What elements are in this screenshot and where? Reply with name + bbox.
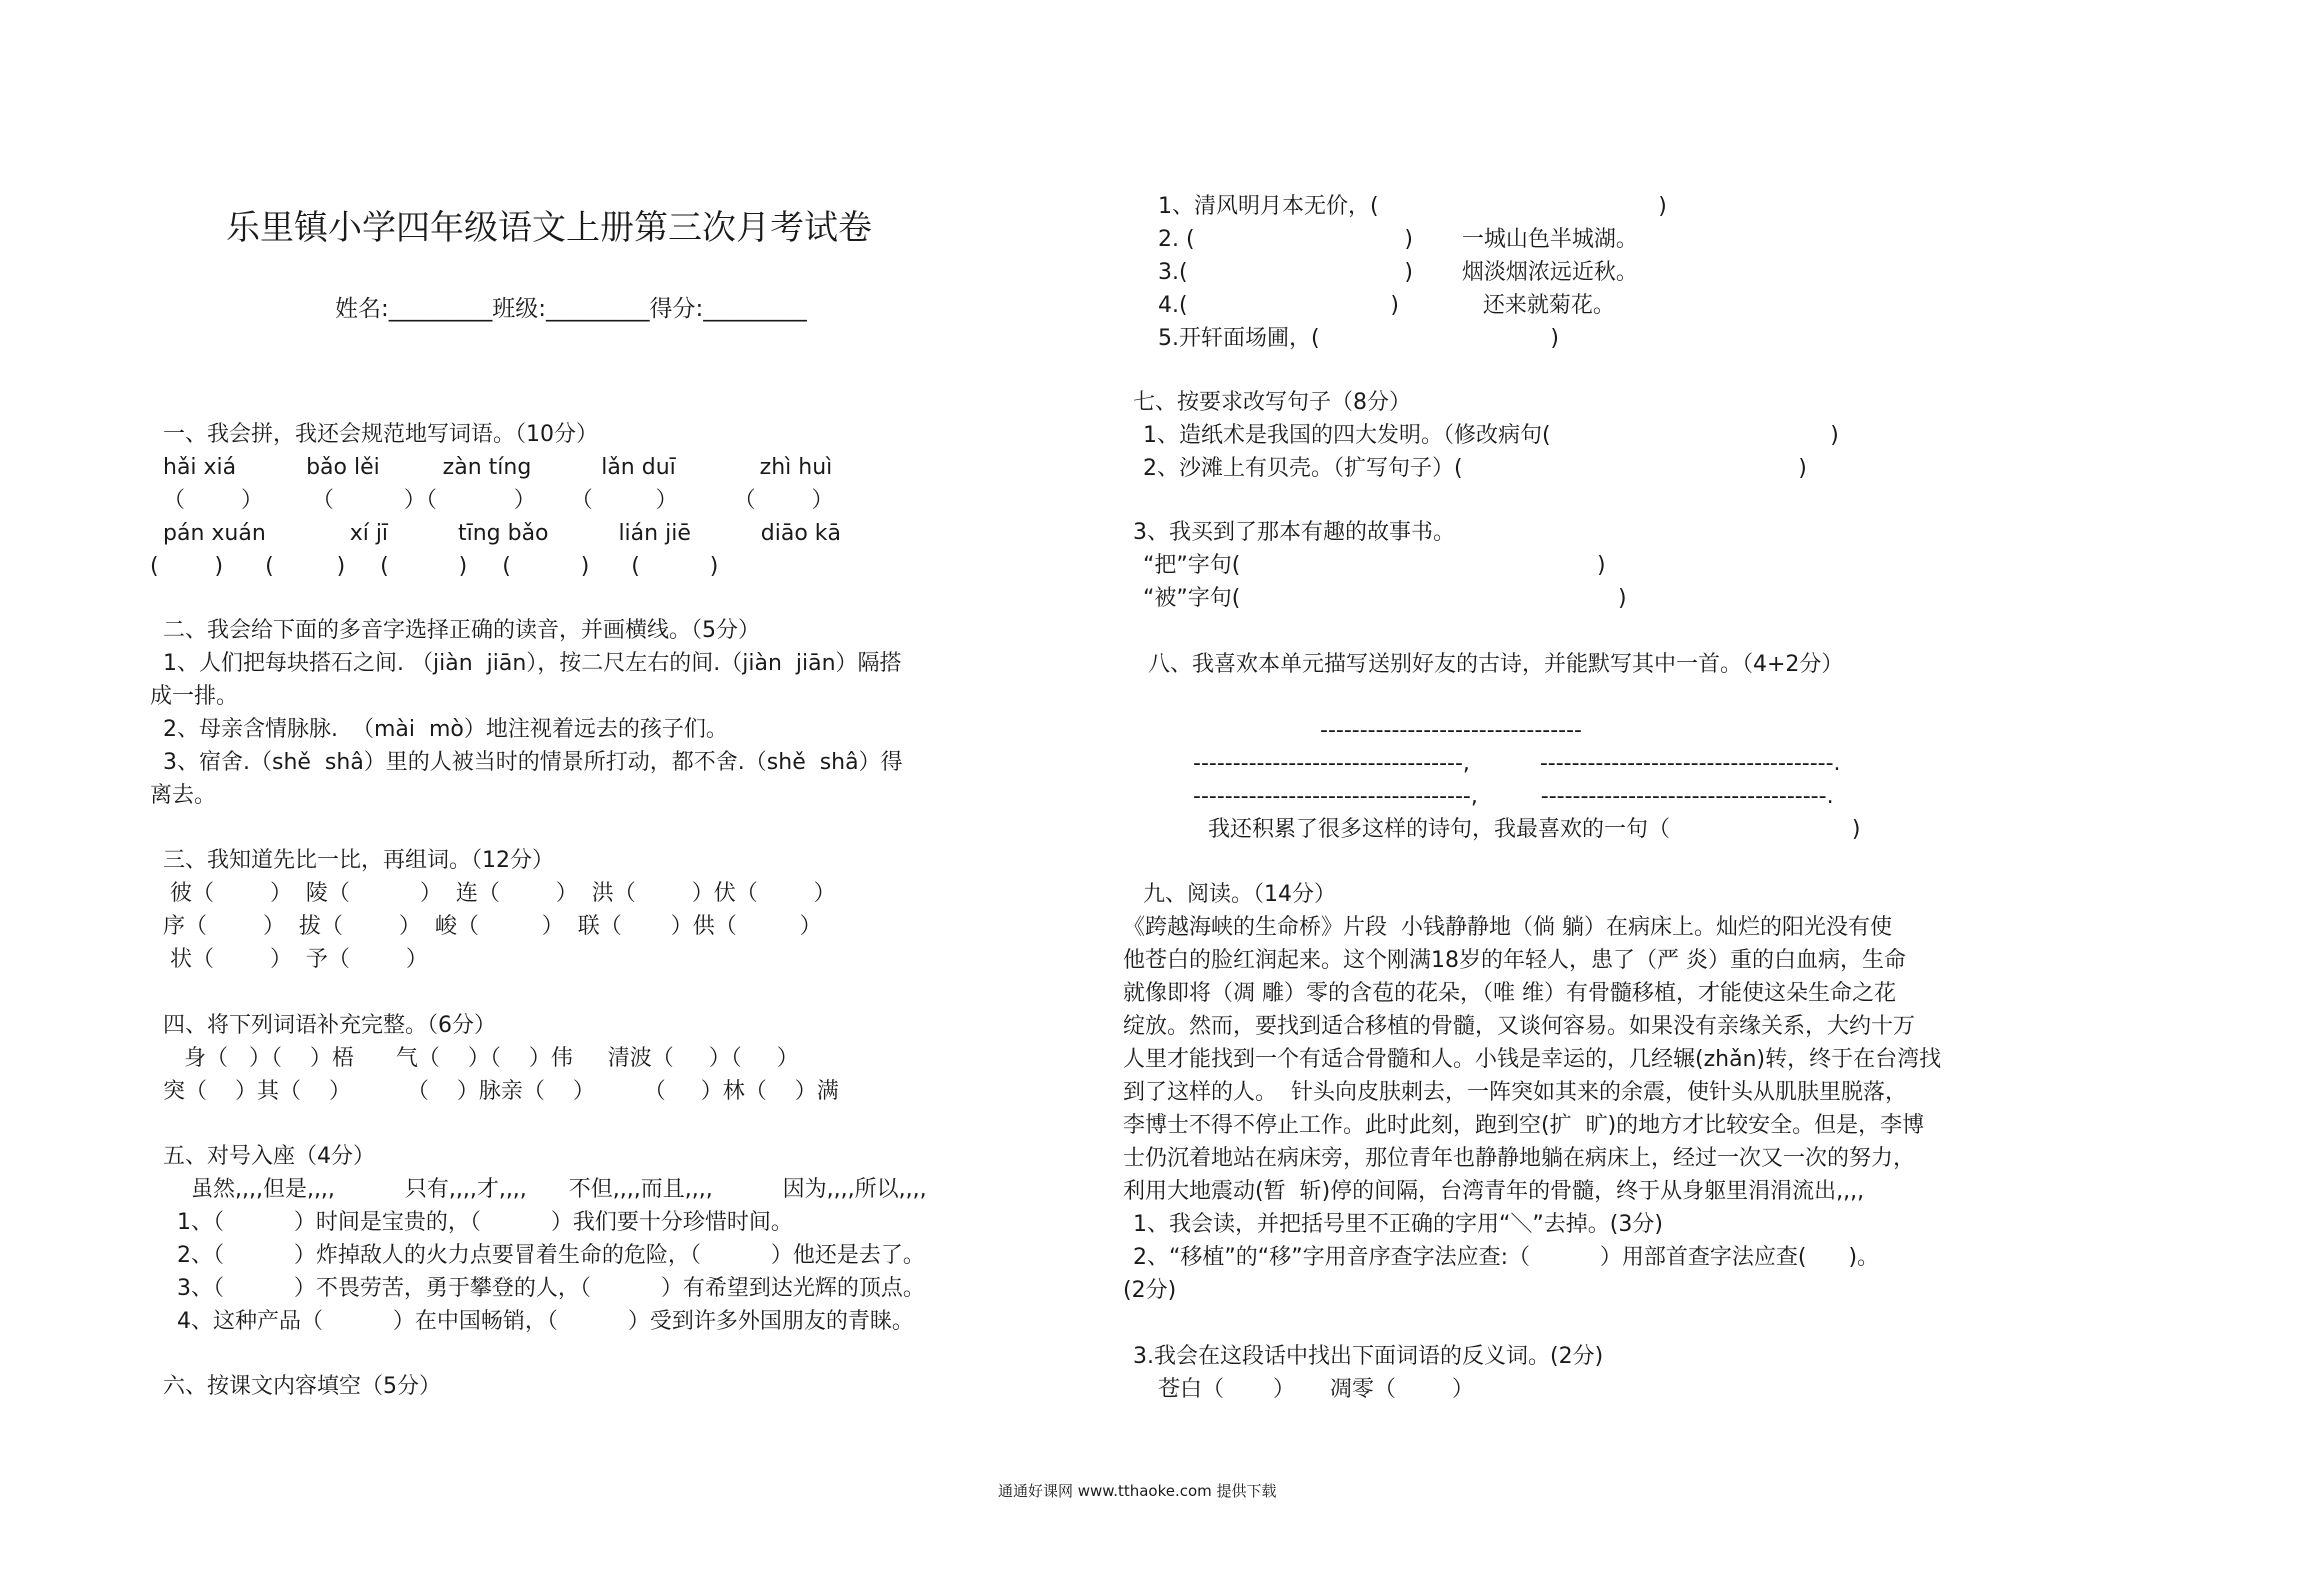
- section-4-heading: 四、将下列词语补充完整。（6分）: [163, 1013, 496, 1038]
- section-2-q2: 2、母亲含情脉脉. （mài mò）地注视着远去的孩子们。: [163, 717, 728, 742]
- section-5-q2: 2、（ ）炸掉敌人的火力点要冒着生命的危险，（ ）他还是去了。: [163, 1243, 925, 1268]
- section-7-heading: 七、按要求改写句子（8分）: [1133, 390, 1411, 415]
- section-2-q3: 3、宿舍.（shě shâ）里的人被当时的情景所打动，都不舍.（shě shâ）得: [163, 750, 903, 775]
- reading-passage-5: 人里才能找到一个有适合骨髓和人。小钱是幸运的，几经辗(zhǎn)转，终于在台湾找: [1123, 1047, 1942, 1072]
- reading-passage-2: 他苍白的脸红润起来。这个刚满18岁的年轻人，患了（严 炎）重的白血病，生命: [1123, 948, 1906, 973]
- reading-passage-4: 绽放。然而，要找到适合移植的骨髓，又谈何容易。如果没有亲缘关系，大约十万: [1123, 1014, 1916, 1039]
- section-3-heading: 三、我知道先比一比，再组词。（12分）: [163, 848, 554, 873]
- section-2-q3-cont: 离去。: [150, 783, 217, 808]
- section-6-heading: 六、按课文内容填空（5分）: [163, 1374, 441, 1399]
- reading-passage-7: 李博士不得不停止工作。此时此刻，跑到空(扩 旷)的地方才比较安全。但是，李博: [1123, 1113, 1925, 1138]
- section-3-row-2: 序（ ） 拔（ ） 峻（ ） 联（ ）供（ ）: [163, 914, 822, 939]
- poem-line-2: -----------------------------------, ------------------------------------.: [1193, 784, 1834, 809]
- reading-q3-answers: 苍白（ ） 凋零（ ）: [1158, 1377, 1474, 1402]
- favorite-line: 我还积累了很多这样的诗句，我最喜欢的一句（ ): [1208, 817, 1861, 842]
- section-1-heading: 一、我会拼，我还会规范地写词语。（10分）: [163, 422, 598, 447]
- footer-credit: 通通好课网 www.tthaoke.com 提供下载: [998, 1482, 1277, 1500]
- section-4-row-2: 突（ ）其（ ） （ ）脉亲（ ） （ ）林（ ）满: [163, 1079, 839, 1104]
- section-2-q1-cont: 成一排。: [150, 684, 239, 709]
- poem-title-line: ---------------------------------: [1320, 718, 1582, 743]
- section-8-heading: 八、我喜欢本单元描写送别好友的古诗，并能默写其中一首。（4+2分）: [1148, 652, 1844, 677]
- poem-line-1: ----------------------------------, -------------------------------------.: [1193, 751, 1841, 776]
- reading-passage-8: 士仍沉着地站在病床旁，那位青年也静静地躺在病床上，经过一次又一次的努力，: [1123, 1146, 1916, 1171]
- student-info-line: 姓名:_________班级:_________得分:_________: [335, 296, 807, 322]
- pinyin-row-2: pán xuán xí jī tīng bǎo lián jiē diāo kā: [163, 521, 842, 546]
- section-5-q3: 3、（ ）不畏劳苦，勇于攀登的人，（ ）有希望到达光辉的顶点。: [163, 1276, 925, 1301]
- poem-fill-4: 4.( ) 还来就菊花。: [1158, 293, 1615, 318]
- section-7-q3: 3、我买到了那本有趣的故事书。: [1133, 520, 1455, 545]
- pinyin-row-1: hǎi xiá bǎo lěi zàn tíng lǎn duī zhì huì: [163, 455, 833, 480]
- poem-fill-3: 3.( ) 烟淡烟浓远近秋。: [1158, 260, 1638, 285]
- section-7-ba-sentence: “把”字句( ): [1143, 553, 1606, 578]
- poem-fill-5: 5.开轩面场圃，( ): [1158, 326, 1559, 351]
- section-7-q2: 2、沙滩上有贝壳。（扩写句子）( ): [1143, 456, 1807, 481]
- reading-passage-6: 到了这样的人。 针头向皮肤刺去，一阵突如其来的余震，使针头从肌肤里脱落，: [1123, 1080, 1907, 1105]
- section-4-row-1: 身（ ）（ ）梧 气（ ）（ ）伟 清波（ ）（ ）: [163, 1046, 799, 1071]
- section-9-heading: 九、阅读。（14分）: [1143, 882, 1336, 907]
- reading-q3: 3.我会在这段话中找出下面词语的反义词。(2分): [1133, 1344, 1604, 1369]
- poem-fill-2: 2. ( ) 一城山色半城湖。: [1158, 227, 1638, 252]
- poem-fill-1: 1、清风明月本无价，( ): [1158, 194, 1667, 219]
- section-7-q1: 1、造纸术是我国的四大发明。（修改病句( ): [1143, 423, 1839, 448]
- reading-q1: 1、我会读，并把括号里不正确的字用“＼”去掉。(3分): [1133, 1212, 1663, 1237]
- reading-passage-9: 利用大地震动(暂 斩)停的间隔，台湾青年的骨髓，终于从身躯里涓涓流出,,,,: [1123, 1179, 1865, 1204]
- reading-q2-points: (2分): [1123, 1278, 1177, 1303]
- section-2-heading: 二、我会给下面的多音字选择正确的读音，并画横线。（5分）: [163, 618, 760, 643]
- page-title: 乐里镇小学四年级语文上册第三次月考试卷: [226, 208, 872, 248]
- section-2-q1: 1、人们把每块搭石之间. （jiàn jiān），按二尺左右的间.（jiàn jiān）隔搭: [163, 651, 902, 676]
- section-3-row-3: 状（ ） 予（ ）: [163, 947, 428, 972]
- section-5-word-options: 虽然,,,,但是,,,, 只有,,,,才,,,, 不但,,,,而且,,,, 因为,,,,所以,,,,: [163, 1177, 927, 1202]
- reading-passage-3: 就像即将（凋 雕）零的含苞的花朵，（唯 维）有骨髓移植，才能使这朵生命之花: [1123, 981, 1896, 1006]
- answer-row-2: ( ) ( ) ( ) ( ) ( ): [150, 554, 719, 579]
- reading-passage-1: 《跨越海峡的生命桥》片段 小钱静静地（倘 躺）在病床上。灿烂的阳光没有使: [1123, 915, 1892, 940]
- section-5-q1: 1、（ ）时间是宝贵的，（ ）我们要十分珍惜时间。: [163, 1210, 793, 1235]
- section-7-bei-sentence: “被”字句( ): [1143, 586, 1627, 611]
- section-5-q4: 4、这种产品（ ）在中国畅销，（ ）受到许多外国朋友的青睐。: [163, 1309, 914, 1334]
- section-5-heading: 五、对号入座（4分）: [163, 1144, 375, 1169]
- section-3-row-1: 彼（ ） 陵（ ） 连（ ） 洪（ ）伏（ ）: [163, 881, 836, 906]
- reading-q2: 2、“移植”的“移”字用音序查字法应查:（ ）用部首查字法应查( )。: [1133, 1245, 1880, 1270]
- answer-row-1: （ ） （ ）（ ） （ ） （ ）: [163, 488, 834, 513]
